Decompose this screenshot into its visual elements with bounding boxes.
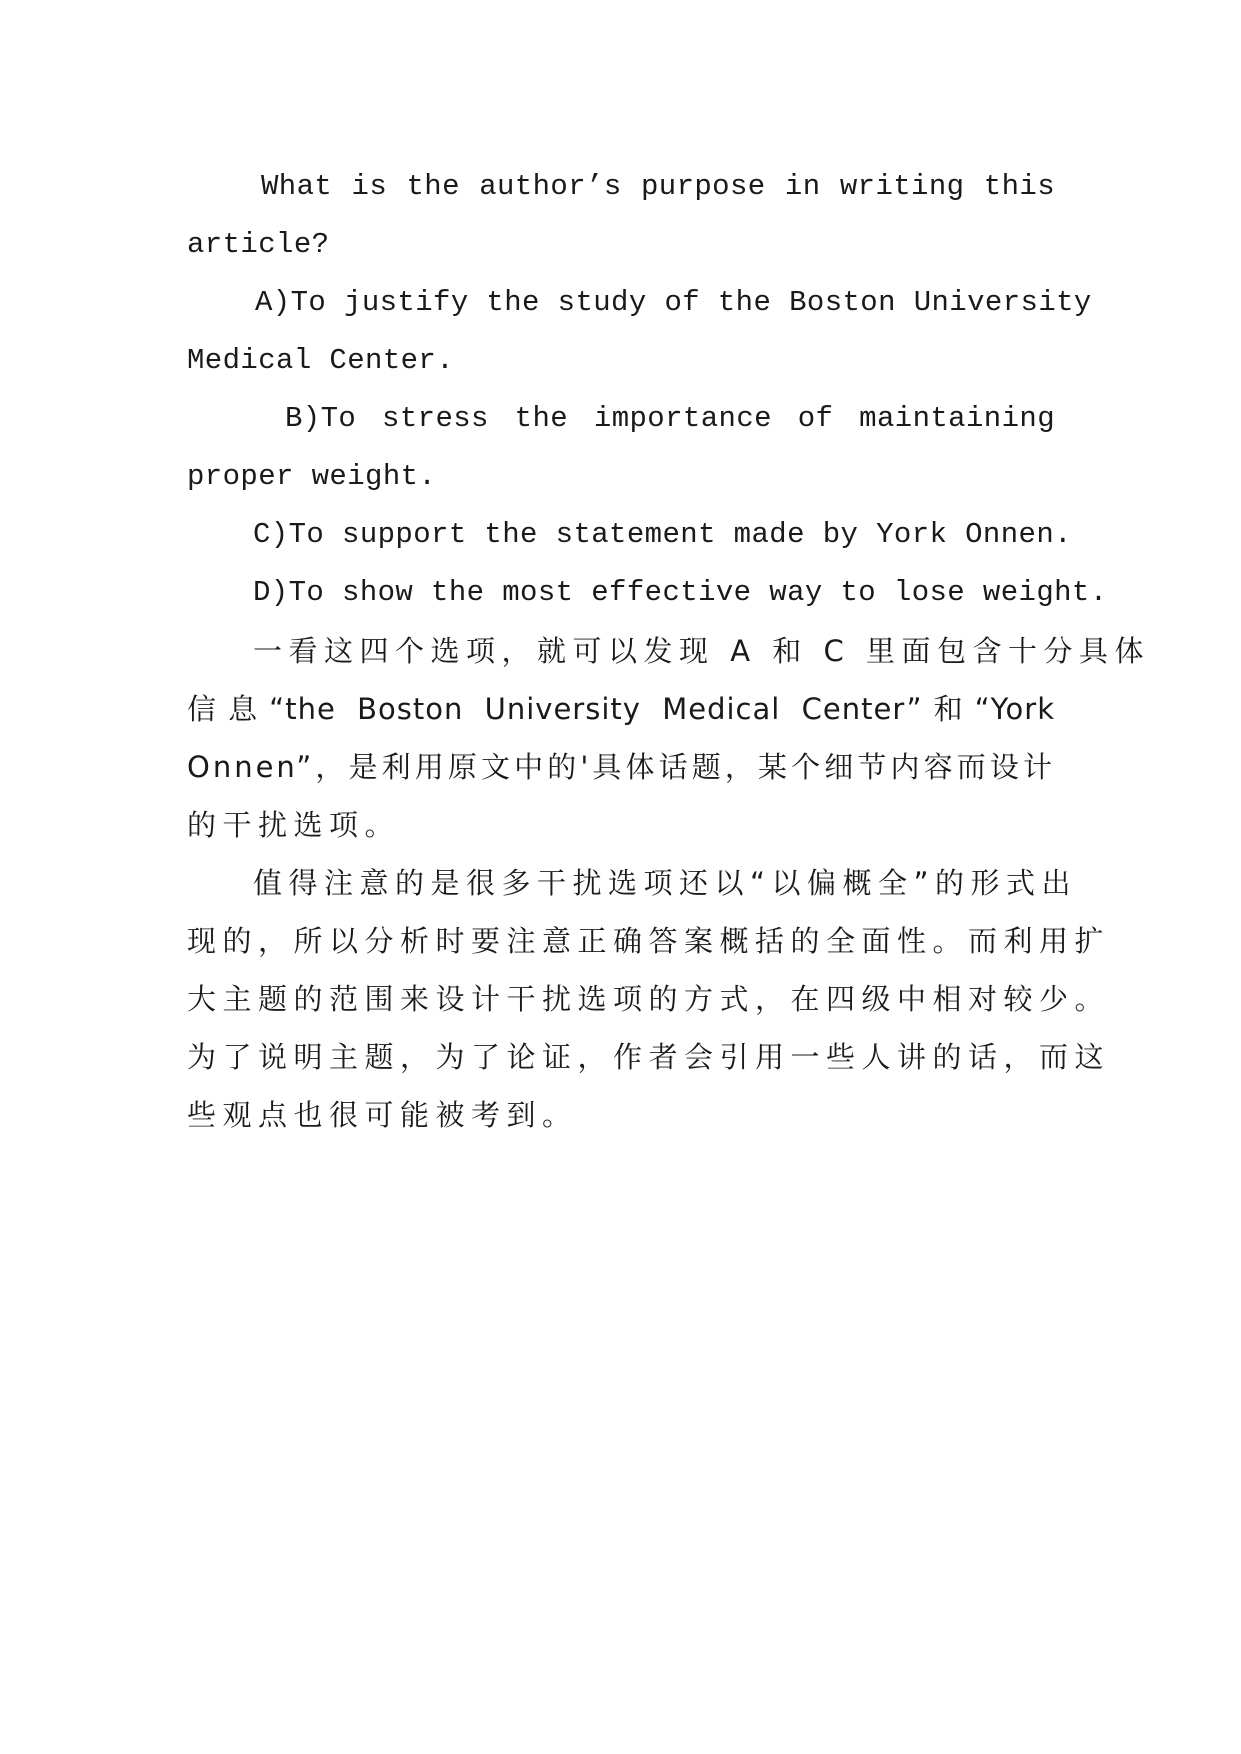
option-d-line-1: D)To show the most effective way to lose weight. (253, 576, 1108, 609)
analysis-2-line-4: 为了说明主题，为了论证，作者会引用一些人讲的话，而这 (187, 1040, 1111, 1074)
analysis-2-line-2: 现的，所以分析时要注意正确答案概括的全面性。而利用扩 (187, 924, 1111, 958)
analysis-paragraph-2 (187, 854, 1111, 1144)
analysis-paragraph-1 (187, 622, 1150, 854)
option-a-line-2: Medical Center. (187, 344, 455, 377)
option-b-line-1: B)To stress the importance of maintaining (285, 402, 1055, 435)
question-paragraph (187, 158, 1055, 274)
analysis-1-line-1: 一看这四个选项，就可以发现 A 和 C 里面包含十分具体 (253, 634, 1150, 668)
analysis-1-line-3: Onnen”，是利用原文中的'具体话题，某个细节内容而设计 (187, 750, 1055, 784)
option-c (187, 506, 1072, 564)
option-d (187, 564, 1108, 622)
option-b-line-2: proper weight. (187, 460, 437, 493)
document-body (187, 158, 1150, 1144)
analysis-1-line-2: 信息“the Boston University Medical Center”和“York (187, 692, 1055, 726)
question-line-2: article? (187, 228, 330, 261)
analysis-2-line-5: 些观点也很可能被考到。 (187, 1098, 578, 1132)
analysis-1-line-4: 的干扰选项。 (187, 808, 401, 842)
option-c-line-1: C)To support the statement made by York Onnen. (253, 518, 1072, 551)
analysis-2-line-1: 值得注意的是很多干扰选项还以“以偏概全”的形式出 (253, 866, 1078, 900)
analysis-2-line-3: 大主题的范围来设计干扰选项的方式，在四级中相对较少。 (187, 982, 1111, 1016)
option-a-line-1: A)To justify the study of the Boston University (255, 286, 1092, 319)
option-a (187, 274, 1092, 390)
option-b (187, 390, 1055, 506)
question-line-1: What is the author’s purpose in writing this (261, 170, 1055, 203)
